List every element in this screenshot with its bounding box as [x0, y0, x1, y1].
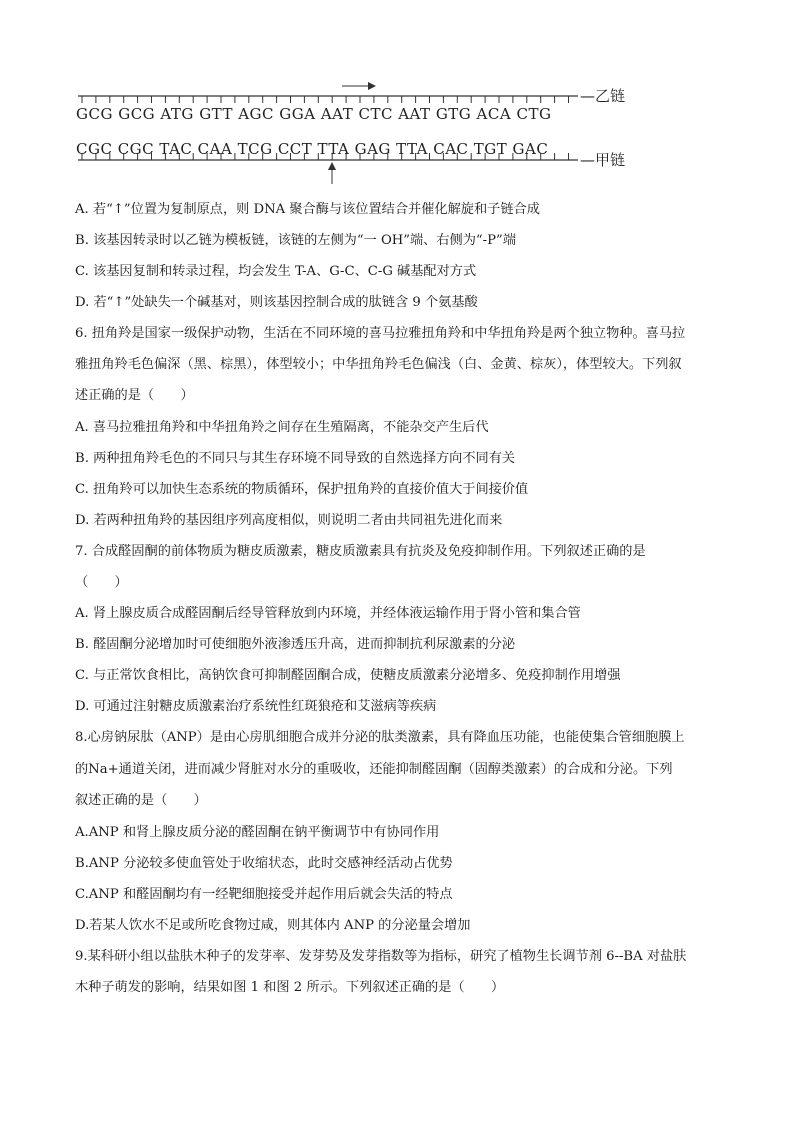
position-up-arrow-icon	[328, 162, 336, 184]
q5-option-c: C. 该基因复制和转录过程，均会发生 T-A、G-C、C-G 碱基配对方式	[75, 264, 477, 279]
q5-option-b: B. 该基因转录时以乙链为模板链，该链的左侧为“一 OH”端、右侧为“-P”端	[75, 233, 516, 248]
q6-option-c: C. 扭角羚可以加快生态系统的物质循环，保护扭角羚的直接价值大于间接价值	[75, 482, 529, 497]
bottom-strand-sequence: CGC CGC TAC CAA TCG CCT TTA GAG TTA CAC TGT GAC	[76, 140, 549, 158]
q7-stem-line-1: 7. 合成醛固酮的前体物质为糖皮质激素，糖皮质激素具有抗炎及免疫抑制作用。下列叙述正确的是	[75, 544, 646, 559]
dna-sequence-figure	[60, 76, 660, 186]
q8-option-a: A.ANP 和肾上腺皮质分泌的醛固酮在钠平衡调节中有协同作用	[75, 825, 440, 840]
chain-jia-label: —甲链	[580, 151, 626, 169]
q8-stem-line-3: 叙述正确的是（ ）	[75, 793, 207, 808]
q6-stem-line-2: 雅扭角羚毛色偏深（黑、棕黑），体型较小；中华扭角羚毛色偏浅（白、金黄、棕灰），体型较大。下列叙	[75, 357, 682, 372]
q6-option-d: D. 若两种扭角羚的基因组序列高度相似，则说明二者由共同祖先进化而来	[75, 513, 503, 528]
q7-option-d: D. 可通过注射糖皮质激素治疗系统性红斑狼疮和艾滋病等疾病	[75, 699, 437, 714]
q7-option-b: B. 醛固酮分泌增加时可使细胞外液渗透压升高，进而抑制抗利尿激素的分泌	[75, 637, 516, 652]
q8-option-b: B.ANP 分泌较多使血管处于收缩状态，此时交感神经活动占优势	[75, 856, 453, 871]
direction-arrow-icon	[342, 82, 376, 90]
q7-option-a: A. 肾上腺皮质合成醛固酮后经导管释放到内环境，并经体液运输作用于肾小管和集合管	[75, 606, 581, 621]
q5-option-a: A. 若“↑”位置为复制原点，则 DNA 聚合酶与该位置结合并催化解旋和子链合成	[75, 202, 540, 217]
dna-strand-lines	[60, 76, 660, 186]
q6-stem-line-1: 6. 扭角羚是国家一级保护动物，生活在不同环境的喜马拉雅扭角羚和中华扭角羚是两个独立物种。喜马拉	[75, 326, 686, 341]
q9-stem-line-2: 木种子萌发的影响，结果如图 1 和图 2 所示。下列叙述正确的是（ ）	[75, 980, 505, 995]
q8-stem-line-2: 的Na+通道关闭，进而减少肾脏对水分的重吸收，还能抑制醛固酮（固醇类激素）的合成和分泌。下列	[75, 762, 673, 777]
q5-option-d: D. 若“↑”处缺失一个碱基对，则该基因控制合成的肽链含 9 个氨基酸	[75, 295, 478, 310]
q6-stem-line-3: 述正确的是（ ）	[75, 388, 194, 403]
top-strand-sequence: GCG GCG ATG GTT AGC GGA AAT CTC AAT GTG ACA CTG	[76, 105, 552, 123]
q6-option-b: B. 两种扭角羚毛色的不同只与其生存环境不同导致的自然选择方向不同有关	[75, 451, 516, 466]
q7-option-c: C. 与正常饮食相比，高钠饮食可抑制醛固酮合成，使糖皮质激素分泌增多、免疫抑制作用增强	[75, 668, 621, 683]
q8-stem-line-1: 8.心房钠尿肽（ANP）是由心房肌细胞合成并分泌的肽类激素，具有降血压功能，也能使集合管细胞膜上	[75, 730, 685, 745]
q7-stem-line-2: （ ）	[75, 575, 128, 590]
q8-option-d: D.若某人饮水不足或所吃食物过咸，则其体内 ANP 的分泌量会增加	[75, 918, 471, 933]
chain-yi-label: —乙链	[580, 87, 626, 105]
q6-option-a: A. 喜马拉雅扭角羚和中华扭角羚之间存在生殖隔离，不能杂交产生后代	[75, 420, 489, 435]
q9-stem-line-1: 9.某科研小组以盐肤木种子的发芽率、发芽势及发芽指数等为指标，研究了植物生长调节剂 6--BA 对盐肤	[75, 949, 687, 964]
q8-option-c: C.ANP 和醛固酮均有一经靶细胞接受并起作用后就会失活的特点	[75, 887, 453, 902]
